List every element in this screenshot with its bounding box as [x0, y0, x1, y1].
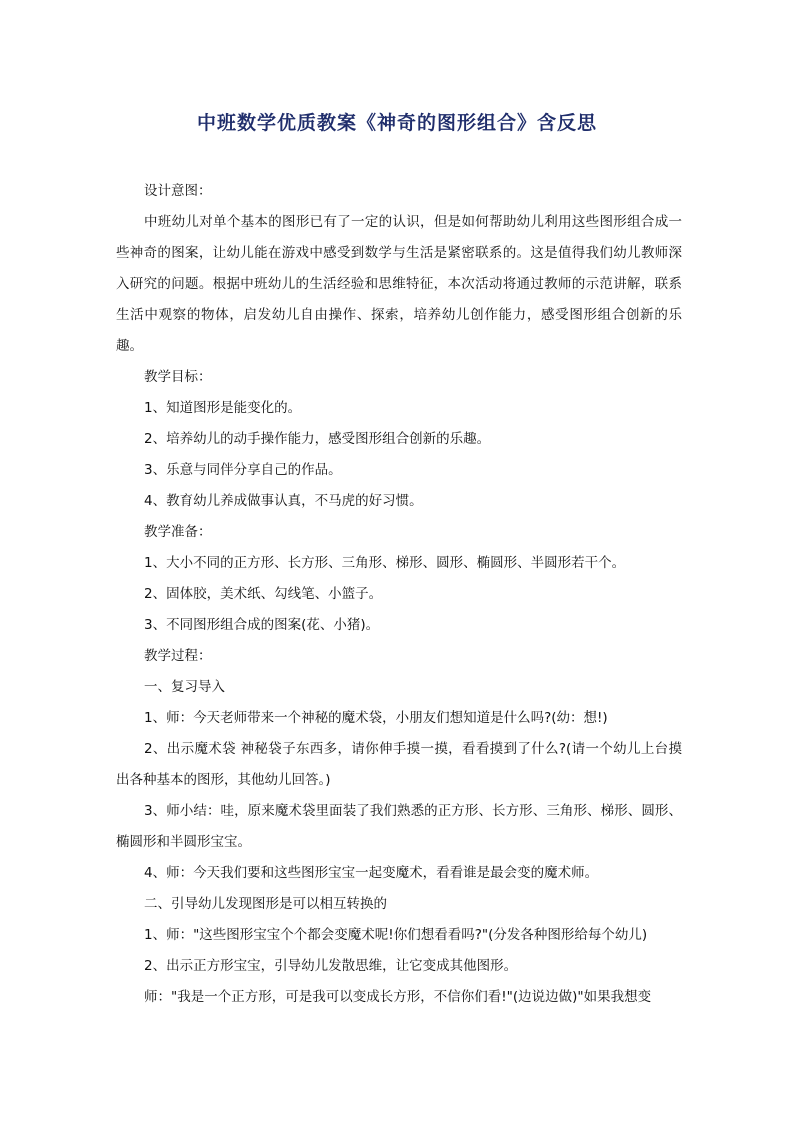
paragraph-section-1: 一、复习导入: [144, 679, 225, 695]
paragraph-step-2-3: 师："我是一个正方形，可是我可以变成长方形，不信你们看!"(边说边做)"如果我想变: [144, 989, 652, 1005]
paragraph-step-2-1: 1、师："这些图形宝宝个个都会变魔术呢!你们想看看吗?"(分发各种图形给每个幼儿): [144, 927, 648, 943]
paragraph-section-2: 二、引导幼儿发现图形是可以相互转换的: [144, 896, 387, 912]
paragraph-goal-4: 4、教育幼儿养成做事认真，不马虎的好习惯。: [144, 493, 423, 509]
paragraph-step-1-2: 2、出示魔术袋 神秘袋子东西多，请你伸手摸一摸，看看摸到了什么?(请一个幼儿上台摸出各种基本的图形，其他幼儿回答。): [116, 741, 682, 788]
paragraph-step-2-2: 2、出示正方形宝宝，引导幼儿发散思维，让它变成其他图形。: [144, 958, 518, 974]
paragraph-step-1-3: 3、师小结：哇，原来魔术袋里面装了我们熟悉的正方形、长方形、三角形、梯形、圆形、椭圆形和半圆形宝宝。: [116, 803, 682, 850]
paragraph-prep-heading: 教学准备：: [144, 524, 212, 540]
paragraph-design-intent-heading: 设计意图：: [144, 183, 212, 199]
paragraph-step-1-1: 1、师：今天老师带来一个神秘的魔术袋，小朋友们想知道是什么吗?(幼：想!): [144, 710, 608, 726]
paragraph-goal-3: 3、乐意与同伴分享自己的作品。: [144, 462, 342, 478]
paragraph-prep-2: 2、固体胶，美术纸、勾线笔、小篮子。: [144, 586, 383, 602]
paragraph-prep-1: 1、大小不同的正方形、长方形、三角形、梯形、圆形、椭圆形、半圆形若干个。: [144, 555, 626, 571]
paragraph-process-heading: 教学过程：: [144, 648, 212, 664]
paragraph-design-intent: 中班幼儿对单个基本的图形已有了一定的认识，但是如何帮助幼儿利用这些图形组合成一些神奇的图案，让幼儿能在游戏中感受到数学与生活是紧密联系的。这是值得我们幼儿教师深入研究的问题。根据中班幼儿的生活经验和思维特征，本次活动将通过教师的示范讲解，联系生活中观察的物体，启发幼儿自由操作、探索，培养幼儿创作能力，感受图形组合创新的乐趣。: [116, 214, 682, 354]
paragraph-prep-3: 3、不同图形组合成的图案(花、小猪)。: [144, 617, 380, 633]
document-body: [116, 176, 682, 1013]
paragraph-goal-1: 1、知道图形是能变化的。: [144, 400, 302, 416]
paragraph-goal-2: 2、培养幼儿的动手操作能力，感受图形组合创新的乐趣。: [144, 431, 491, 447]
paragraph-goals-heading: 教学目标：: [144, 369, 212, 385]
document-title: 中班数学优质教案《神奇的图形组合》含反思: [196, 112, 597, 134]
paragraph-step-1-4: 4、师：今天我们要和这些图形宝宝一起变魔术，看看谁是最会变的魔术师。: [144, 865, 599, 881]
